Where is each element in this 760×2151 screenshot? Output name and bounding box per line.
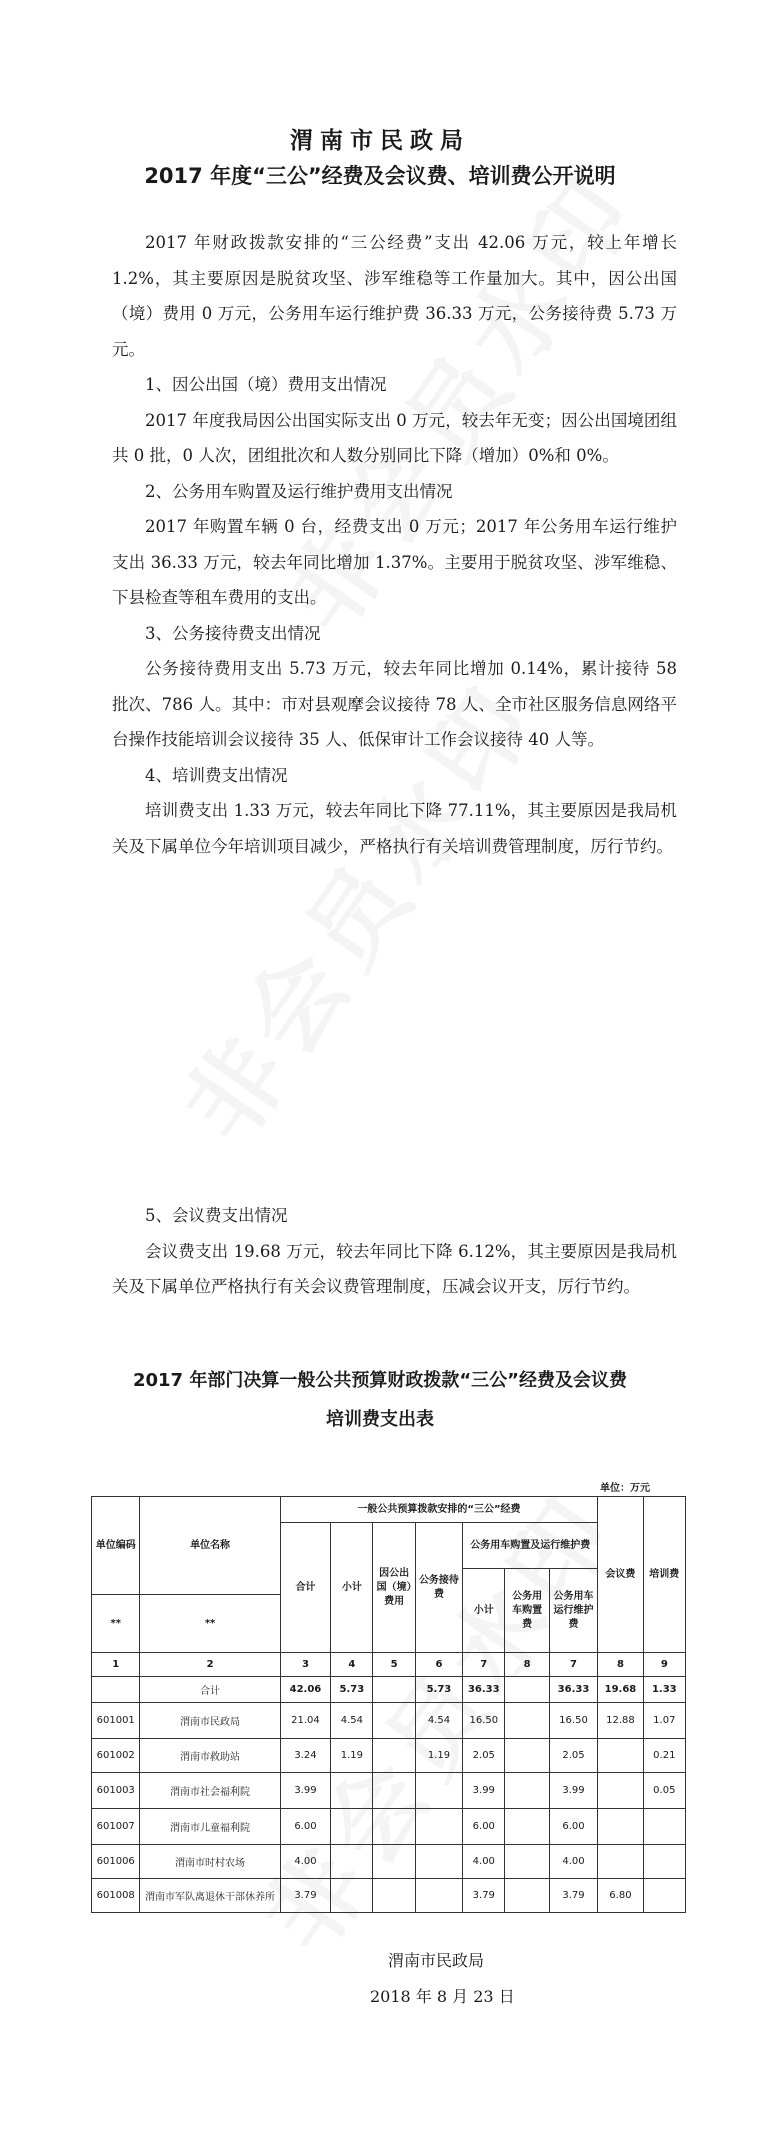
row-reception <box>415 1773 462 1809</box>
row-subtotal <box>331 1809 373 1845</box>
row-meeting: 12.88 <box>598 1703 643 1739</box>
row-meeting <box>598 1809 643 1845</box>
column-number-row <box>92 1653 686 1677</box>
row-training <box>643 1809 685 1845</box>
row-abroad <box>373 1879 415 1913</box>
col-number: 9 <box>643 1653 685 1677</box>
row-training: 0.21 <box>643 1739 685 1773</box>
row-total: 4.00 <box>280 1845 331 1879</box>
header-reception: 公务接待费 <box>415 1523 462 1653</box>
row-total: 3.79 <box>280 1879 331 1913</box>
col-number: 5 <box>373 1653 415 1677</box>
header-name-mark: ** <box>140 1595 280 1653</box>
col-number: 7 <box>463 1653 505 1677</box>
section-text: 2017 年购置车辆 0 台，经费支出 0 万元；2017 年公务用车运行维护支出 36.33 万元，较去年同比增加 1.37%。主要用于脱贫攻坚、涉军维稳、下县检查等租车费用的支出。 <box>112 517 677 607</box>
col-number: 1 <box>92 1653 140 1677</box>
row-vehicle-purchase <box>505 1703 549 1739</box>
row-reception: 1.19 <box>415 1739 462 1773</box>
total-meeting: 19.68 <box>598 1677 643 1703</box>
table-row <box>92 1845 686 1879</box>
row-subtotal <box>331 1879 373 1913</box>
row-vehicle-purchase <box>505 1809 549 1845</box>
table-row <box>92 1739 686 1773</box>
row-code: 601002 <box>92 1739 140 1773</box>
row-total: 3.24 <box>280 1739 331 1773</box>
unit-label: 单位：万元 <box>600 1483 650 1494</box>
row-training: 1.07 <box>643 1703 685 1739</box>
section-heading: 4、培训费支出情况 <box>145 765 288 785</box>
row-reception: 4.54 <box>415 1703 462 1739</box>
row-total: 3.99 <box>280 1773 331 1809</box>
total-reception: 5.73 <box>415 1677 462 1703</box>
header-subtotal: 小计 <box>331 1523 373 1653</box>
header-vehicle-maintenance: 公务用车运行维护费 <box>549 1569 598 1653</box>
row-reception <box>415 1879 462 1913</box>
row-meeting: 6.80 <box>598 1879 643 1913</box>
row-total: 6.00 <box>280 1809 331 1845</box>
header-name: 单位名称 <box>140 1497 280 1595</box>
signature-date: 2018 年 8 月 23 日 <box>370 1987 515 2006</box>
section-text: 会议费支出 19.68 万元，较去年同比下降 6.12%，其主要原因是我局机关及下属单位严格执行有关会议费管理制度，压减会议开支，厉行节约。 <box>112 1241 677 1296</box>
row-subtotal <box>331 1773 373 1809</box>
col-number: 2 <box>140 1653 280 1677</box>
row-vehicle-maintenance: 4.00 <box>549 1845 598 1879</box>
row-code: 601003 <box>92 1773 140 1809</box>
row-vehicle-subtotal: 3.99 <box>463 1773 505 1809</box>
row-vehicle-maintenance: 3.79 <box>549 1879 598 1913</box>
row-meeting <box>598 1773 643 1809</box>
table-subtitle: 培训费支出表 <box>326 1409 434 1430</box>
row-total: 21.04 <box>280 1703 331 1739</box>
total-total: 42.06 <box>280 1677 331 1703</box>
row-abroad <box>373 1703 415 1739</box>
total-training: 1.33 <box>643 1677 685 1703</box>
body-part-2 <box>112 1198 677 1305</box>
table-row <box>92 1879 686 1913</box>
row-abroad <box>373 1739 415 1773</box>
row-training <box>643 1845 685 1879</box>
row-vehicle-subtotal: 6.00 <box>463 1809 505 1845</box>
row-vehicle-subtotal: 3.79 <box>463 1879 505 1913</box>
header-vehicle-purchase: 公务用车购置费 <box>505 1569 549 1653</box>
row-abroad <box>373 1809 415 1845</box>
document-org-title: 渭南市民政局 <box>290 128 470 154</box>
row-subtotal: 4.54 <box>331 1703 373 1739</box>
row-vehicle-purchase <box>505 1739 549 1773</box>
total-vehicle-subtotal: 36.33 <box>463 1677 505 1703</box>
row-name: 渭南市救助站 <box>140 1739 280 1773</box>
row-vehicle-maintenance: 2.05 <box>549 1739 598 1773</box>
row-vehicle-purchase <box>505 1845 549 1879</box>
total-label: 合计 <box>140 1677 280 1703</box>
row-vehicle-maintenance: 6.00 <box>549 1809 598 1845</box>
total-vehicle-maintenance: 36.33 <box>549 1677 598 1703</box>
row-code: 601007 <box>92 1809 140 1845</box>
col-number: 3 <box>280 1653 331 1677</box>
row-reception <box>415 1845 462 1879</box>
row-meeting <box>598 1739 643 1773</box>
row-name: 渭南市民政局 <box>140 1703 280 1739</box>
table-row <box>92 1773 686 1809</box>
header-total: 合计 <box>280 1523 331 1653</box>
section-heading: 2、公务用车购置及运行维护费用支出情况 <box>145 481 453 501</box>
total-vehicle-purchase <box>505 1677 549 1703</box>
header-vehicle-subtotal: 小计 <box>463 1569 505 1653</box>
row-name: 渭南市儿童福利院 <box>140 1809 280 1845</box>
intro-paragraph: 2017 年财政拨款安排的“三公经费”支出 42.06 万元，较上年增长 1.2%，其主要原因是脱贫攻坚、涉军维稳等工作量加大。其中，因公出国（境）费用 0 万元，公务用车运行维护费 36.33 万元，公务接待费 5.73 万元。 <box>112 233 677 359</box>
body-part-1 <box>112 225 677 864</box>
table-title: 2017 年部门决算一般公共预算财政拨款“三公”经费及会议费 <box>132 1370 628 1391</box>
row-code: 601001 <box>92 1703 140 1739</box>
header-code: 单位编码 <box>92 1497 140 1595</box>
row-code: 601006 <box>92 1845 140 1879</box>
section-text: 公务接待费用支出 5.73 万元，较去年同比增加 0.14%，累计接待 58 批次、786 人。其中：市对县观摩会议接待 78 人、全市社区服务信息网络平台操作技能培训会议接待 35 人、低保审计工作会议接待 40 人等。 <box>112 659 677 749</box>
row-abroad <box>373 1845 415 1879</box>
row-vehicle-purchase <box>505 1879 549 1913</box>
col-number: 8 <box>505 1653 549 1677</box>
total-abroad <box>373 1677 415 1703</box>
row-subtotal: 1.19 <box>331 1739 373 1773</box>
row-meeting <box>598 1845 643 1879</box>
row-vehicle-subtotal: 4.00 <box>463 1845 505 1879</box>
row-abroad <box>373 1773 415 1809</box>
total-code <box>92 1677 140 1703</box>
col-number: 8 <box>598 1653 643 1677</box>
table-row <box>92 1809 686 1845</box>
header-abroad: 因公出国（境）费用 <box>373 1523 415 1653</box>
section-heading: 5、会议费支出情况 <box>145 1206 288 1225</box>
total-row <box>92 1677 686 1703</box>
row-name: 渭南市时村农场 <box>140 1845 280 1879</box>
section-text: 培训费支出 1.33 万元，较去年同比下降 77.11%，其主要原因是我局机关及下属单位今年培训项目减少，严格执行有关培训费管理制度，厉行节约。 <box>112 801 677 856</box>
header-code-mark: ** <box>92 1595 140 1653</box>
document-title: 2017 年度“三公”经费及会议费、培训费公开说明 <box>144 164 616 188</box>
header-meeting: 会议费 <box>598 1497 643 1653</box>
row-name: 渭南市社会福利院 <box>140 1773 280 1809</box>
header-vehicle-group: 公务用车购置及运行维护费 <box>463 1523 598 1569</box>
row-name: 渭南市军队离退休干部休养所 <box>140 1879 280 1913</box>
col-number: 7 <box>549 1653 598 1677</box>
row-vehicle-subtotal: 16.50 <box>463 1703 505 1739</box>
section-text: 2017 年度我局因公出国实际支出 0 万元，较去年无变；因公出国境团组共 0 批，0 人次，团组批次和人数分别同比下降（增加）0%和 0%。 <box>112 410 677 465</box>
section-heading: 3、公务接待费支出情况 <box>145 623 321 643</box>
row-vehicle-subtotal: 2.05 <box>463 1739 505 1773</box>
row-training <box>643 1879 685 1913</box>
row-vehicle-maintenance: 16.50 <box>549 1703 598 1739</box>
row-subtotal <box>331 1845 373 1879</box>
header-training: 培训费 <box>643 1497 685 1653</box>
total-subtotal: 5.73 <box>331 1677 373 1703</box>
row-code: 601008 <box>92 1879 140 1913</box>
row-vehicle-maintenance: 3.99 <box>549 1773 598 1809</box>
table-row <box>92 1703 686 1739</box>
row-reception <box>415 1809 462 1845</box>
signature-org: 渭南市民政局 <box>388 1951 485 1970</box>
section-heading: 1、因公出国（境）费用支出情况 <box>145 375 387 394</box>
row-vehicle-purchase <box>505 1773 549 1809</box>
row-training: 0.05 <box>643 1773 685 1809</box>
budget-table <box>91 1496 686 1913</box>
col-number: 4 <box>331 1653 373 1677</box>
col-number: 6 <box>415 1653 462 1677</box>
header-group: 一般公共预算拨款安排的“三公”经费 <box>280 1497 598 1523</box>
